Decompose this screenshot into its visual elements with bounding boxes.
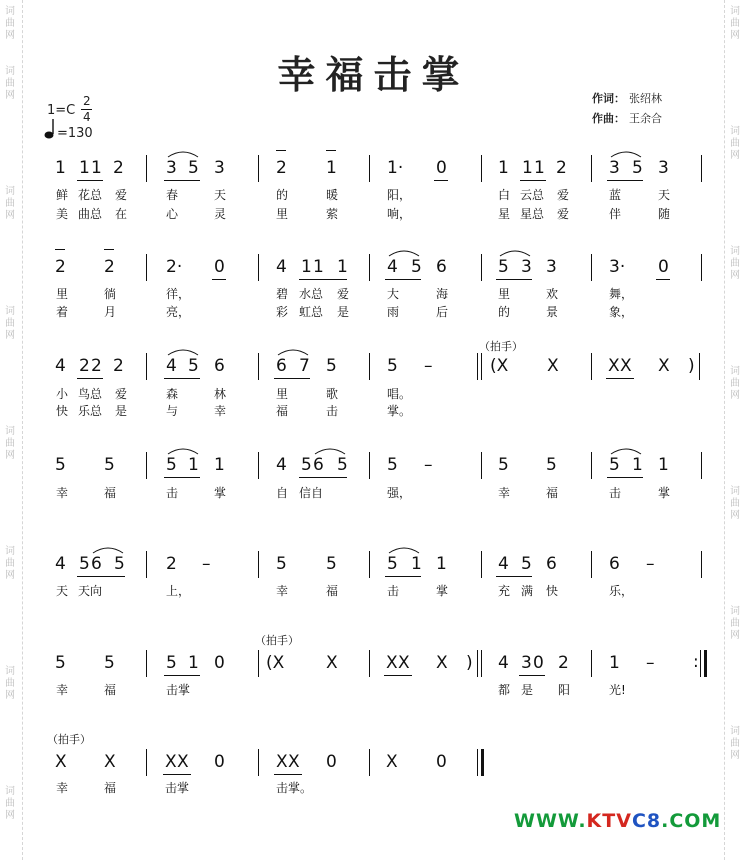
note: X [547,356,559,376]
lyric: 爱 [115,387,128,401]
watermark-text: 词 [5,426,15,437]
watermark-text: 曲 [5,18,15,29]
lyric: 的 [498,305,511,319]
note: 6 [276,356,287,376]
note: 1 [609,653,620,673]
lyric: 随 [658,207,671,221]
note: – [202,554,211,574]
note: 5 [188,356,199,376]
watermark-text: 曲 [5,318,15,329]
note: 6 [91,554,102,574]
watermark-text: 网 [730,630,740,641]
note: 0 [214,653,225,673]
watermark-text: 网 [730,390,740,401]
note: 1 [534,158,545,178]
note: 1 [337,257,348,277]
note: 5 [411,257,422,277]
note: 2 [55,257,66,277]
note: 5 [521,554,532,574]
note: 3 [658,158,669,178]
note: X [436,653,448,673]
time-signature-top: 2 [83,94,91,108]
note: X [104,752,116,772]
lyric: 福 [104,781,117,795]
note: 0 [326,752,337,772]
note: – [424,455,433,475]
watermark-text: 曲 [5,798,15,809]
lyric: 快 [546,584,559,598]
lyric: 林 [214,387,227,401]
note: 5 [387,356,398,376]
watermark-text: 曲 [730,618,740,629]
lyric: 彩 [276,305,289,319]
lyricist-name: 张绍林 [629,92,662,105]
lyric: 爱 [557,207,570,221]
website-watermark [514,810,721,832]
note: (X [266,653,285,673]
lyric: 鸟总 [78,387,103,401]
note: 5 [632,158,643,178]
lyric: 天 [214,188,227,202]
lyric: 曲总 [78,207,103,221]
lyric: 击 [166,486,179,500]
watermark-text: 网 [5,330,15,341]
watermark-text: 网 [5,570,15,581]
note: 5 [326,554,337,574]
lyric: 美 [56,207,69,221]
note: 1 [313,257,324,277]
note: 1 [436,554,447,574]
note: 5 [79,554,90,574]
lyric: 满 [521,584,534,598]
lyricist-credit [592,90,662,106]
lyric: 信自 [299,486,324,500]
note: 3 [166,158,177,178]
left-watermark-strip [0,0,23,860]
note: 2 [276,158,287,178]
lyric: 白 [498,188,511,202]
note: 6 [214,356,225,376]
note: 4 [498,554,509,574]
lyric: 上， [166,584,191,598]
note: – [424,356,433,376]
note: – [646,653,655,673]
note: 2 [113,356,124,376]
note: 7 [299,356,310,376]
lyric: 的 [276,188,289,202]
lyric: 掌 [214,486,227,500]
note: 5 [387,455,398,475]
lyric: 徉， [166,287,191,301]
watermark-text: 网 [5,810,15,821]
watermark-text: 词 [5,786,15,797]
lyric: 森 [166,387,179,401]
note: X [386,653,398,673]
lyric: 阳 [558,683,571,697]
lyric: 幸 [56,781,69,795]
watermark-text: 词 [5,6,15,17]
note: 5 [188,158,199,178]
watermark-text: 词 [730,126,740,137]
lyric: 天 [56,584,69,598]
watermark-text: 曲 [5,678,15,689]
lyric: 击 [387,584,400,598]
composer-credit [592,110,662,126]
note: 1 [411,554,422,574]
note: (X [490,356,509,376]
watermark-text: 网 [730,750,740,761]
watermark-text: 网 [730,270,740,281]
lyric: 里 [56,287,69,301]
watermark-text: 词 [730,366,740,377]
lyric: 舞， [609,287,634,301]
lyric: 碧 [276,287,289,301]
note: X [276,752,288,772]
watermark-text: 网 [5,450,15,461]
note: 4 [55,356,66,376]
lyric: 击 [609,486,622,500]
note: 2 [79,356,90,376]
lyric: 掌 [658,486,671,500]
note: 5 [337,455,348,475]
lyric: 虹总 [299,305,324,319]
note: 1 [632,455,643,475]
note: 0 [436,158,447,178]
lyric: 徜 [104,287,117,301]
note: 2 [113,158,124,178]
watermark-text: 词 [5,666,15,677]
note: 5 [387,554,398,574]
watermark-text: 曲 [730,498,740,509]
lyric: 幸 [56,486,69,500]
watermark-text: 词 [730,606,740,617]
lyric: 天 [658,188,671,202]
note: 6 [546,554,557,574]
lyric: 乐， [609,584,634,598]
note: X [165,752,177,772]
note: 3 [609,158,620,178]
watermark-text: 词 [5,186,15,197]
note: 1 [55,158,66,178]
note: X [658,356,670,376]
lyric: 福 [104,683,117,697]
note: 1 [658,455,669,475]
note: 5 [609,455,620,475]
lyric: 击掌。 [276,781,313,795]
note: 1 [498,158,509,178]
watermark-text: 曲 [730,378,740,389]
note: 1 [188,455,199,475]
note: X [177,752,189,772]
lyric: 是 [115,404,128,418]
watermark-text: 曲 [5,438,15,449]
lyric: 击掌 [166,683,191,697]
lyric: 大 [387,287,400,301]
note: X [608,356,620,376]
watermark-text: 曲 [730,138,740,149]
lyric: 灵 [214,207,227,221]
note: X [55,752,67,772]
note: 2 [556,158,567,178]
note: 5 [498,257,509,277]
note: 1 [326,158,337,178]
right-watermark-strip [724,0,747,860]
note: 4 [276,257,287,277]
lyric: 福 [104,486,117,500]
key-signature: 1=C [47,103,76,118]
website-part: KTV [586,810,632,832]
lyric: 乐总 [78,404,103,418]
lyric: 充 [498,584,511,598]
note: 1 [188,653,199,673]
lyric: 爱 [557,188,570,202]
clap-marker: （拍手） [479,340,523,353]
note: ) [688,356,695,376]
note: 3 [214,158,225,178]
note: 1· [387,158,404,178]
watermark-text: 网 [5,90,15,101]
lyric: 在 [115,207,128,221]
note: 5 [301,455,312,475]
lyric: 自 [276,486,289,500]
lyric: 快 [56,404,69,418]
lyric: 歌 [326,387,339,401]
lyric: 星 [498,207,511,221]
website-part: WWW. [514,810,587,832]
lyric: 唱。 [387,387,412,401]
note: 2 [91,356,102,376]
watermark-text: 词 [5,66,15,77]
note: X [398,653,410,673]
lyric: 伴 [609,207,622,221]
note: 5 [104,653,115,673]
lyric: 着 [56,305,69,319]
note: 1 [91,158,102,178]
watermark-text: 词 [730,246,740,257]
lyric: 是 [337,305,350,319]
note: 5 [104,455,115,475]
note: X [326,653,338,673]
lyric: 击 [326,404,339,418]
watermark-text: 曲 [730,738,740,749]
watermark-text: 曲 [5,198,15,209]
lyric: 爱 [337,287,350,301]
lyric: 幸 [276,584,289,598]
lyric: 阳， [387,188,412,202]
lyric: 暖 [326,188,339,202]
watermark-text: 词 [730,726,740,737]
note: 5 [326,356,337,376]
lyric: 鲜 [56,188,69,202]
time-signature-bottom: 4 [83,110,91,124]
lyric: 云总 [520,188,545,202]
repeat-sign: : [693,652,699,672]
lyric: 亮， [166,305,191,319]
composer-name: 王余合 [629,112,662,125]
lyric: 都 [498,683,511,697]
lyric: 强， [387,486,412,500]
note: – [646,554,655,574]
note: 2 [166,554,177,574]
lyric: 蓝 [609,188,622,202]
lyricist-label: 作词： [592,92,625,105]
lyric: 心 [166,207,179,221]
lyric: 福 [546,486,559,500]
lyric: 星总 [520,207,545,221]
note: 1 [522,158,533,178]
watermark-text: 网 [730,510,740,521]
note: 6 [313,455,324,475]
tempo-marking: =130 [57,126,93,141]
lyric: 月 [104,305,117,319]
note: 5 [55,653,66,673]
note: 4 [166,356,177,376]
note: X [386,752,398,772]
website-part: .COM [661,810,722,832]
note: 3· [609,257,626,277]
lyric: 景 [546,305,559,319]
lyric: 幸 [214,404,227,418]
lyric: 响， [387,207,412,221]
note: 4 [498,653,509,673]
watermark-text: 网 [5,30,15,41]
note: 5 [546,455,557,475]
watermark-text: 曲 [5,558,15,569]
note: 3 [521,257,532,277]
lyric: 里 [276,207,289,221]
lyric: 花总 [78,188,103,202]
watermark-text: 网 [730,150,740,161]
website-part: C8 [631,810,662,832]
note: 0 [214,752,225,772]
watermark-text: 网 [5,210,15,221]
note: 5 [114,554,125,574]
note: 0 [533,653,544,673]
note: 4 [55,554,66,574]
note: 1 [79,158,90,178]
lyric: 海 [436,287,449,301]
note: 3 [521,653,532,673]
lyric: 水总 [299,287,324,301]
lyric: 萦 [326,207,339,221]
lyric: 爱 [115,188,128,202]
lyric: 光! [609,683,626,697]
watermark-text: 词 [5,546,15,557]
watermark-text: 曲 [5,78,15,89]
lyric: 掌。 [387,404,412,418]
lyric: 里 [498,287,511,301]
lyric: 福 [326,584,339,598]
watermark-text: 词 [5,306,15,317]
lyric: 是 [521,683,534,697]
note: ) [466,653,473,673]
note: 0 [658,257,669,277]
note: 2 [104,257,115,277]
note: 5 [276,554,287,574]
lyric: 后 [436,305,449,319]
note: 1 [301,257,312,277]
note: 4 [387,257,398,277]
lyric: 雨 [387,305,400,319]
note: 2 [558,653,569,673]
lyric: 幸 [498,486,511,500]
clap-marker: （拍手） [255,634,299,647]
lyric: 掌 [436,584,449,598]
lyric: 幸 [56,683,69,697]
lyric: 小 [56,387,69,401]
watermark-text: 词 [730,6,740,17]
note: 0 [436,752,447,772]
lyric: 击掌 [165,781,190,795]
lyric: 春 [166,188,179,202]
note: 6 [609,554,620,574]
clap-marker: （拍手） [47,733,91,746]
note: 0 [214,257,225,277]
lyric: 与 [166,404,179,418]
note: 4 [276,455,287,475]
note: X [620,356,632,376]
lyric: 里 [276,387,289,401]
note: 1 [214,455,225,475]
lyric: 欢 [546,287,559,301]
note: 2· [166,257,183,277]
note: 5 [166,653,177,673]
lyric: 福 [276,404,289,418]
lyric: 天向 [78,584,103,598]
watermark-text: 曲 [730,18,740,29]
watermark-text: 网 [5,690,15,701]
lyric: 象， [609,305,634,319]
note: 3 [546,257,557,277]
song-title: 幸福击掌 [277,52,470,97]
watermark-text: 词 [730,486,740,497]
watermark-text: 曲 [730,258,740,269]
note: 5 [498,455,509,475]
composer-label: 作曲： [592,112,625,125]
note: 5 [166,455,177,475]
note: X [288,752,300,772]
note: 5 [55,455,66,475]
note: 6 [436,257,447,277]
watermark-text: 网 [730,30,740,41]
